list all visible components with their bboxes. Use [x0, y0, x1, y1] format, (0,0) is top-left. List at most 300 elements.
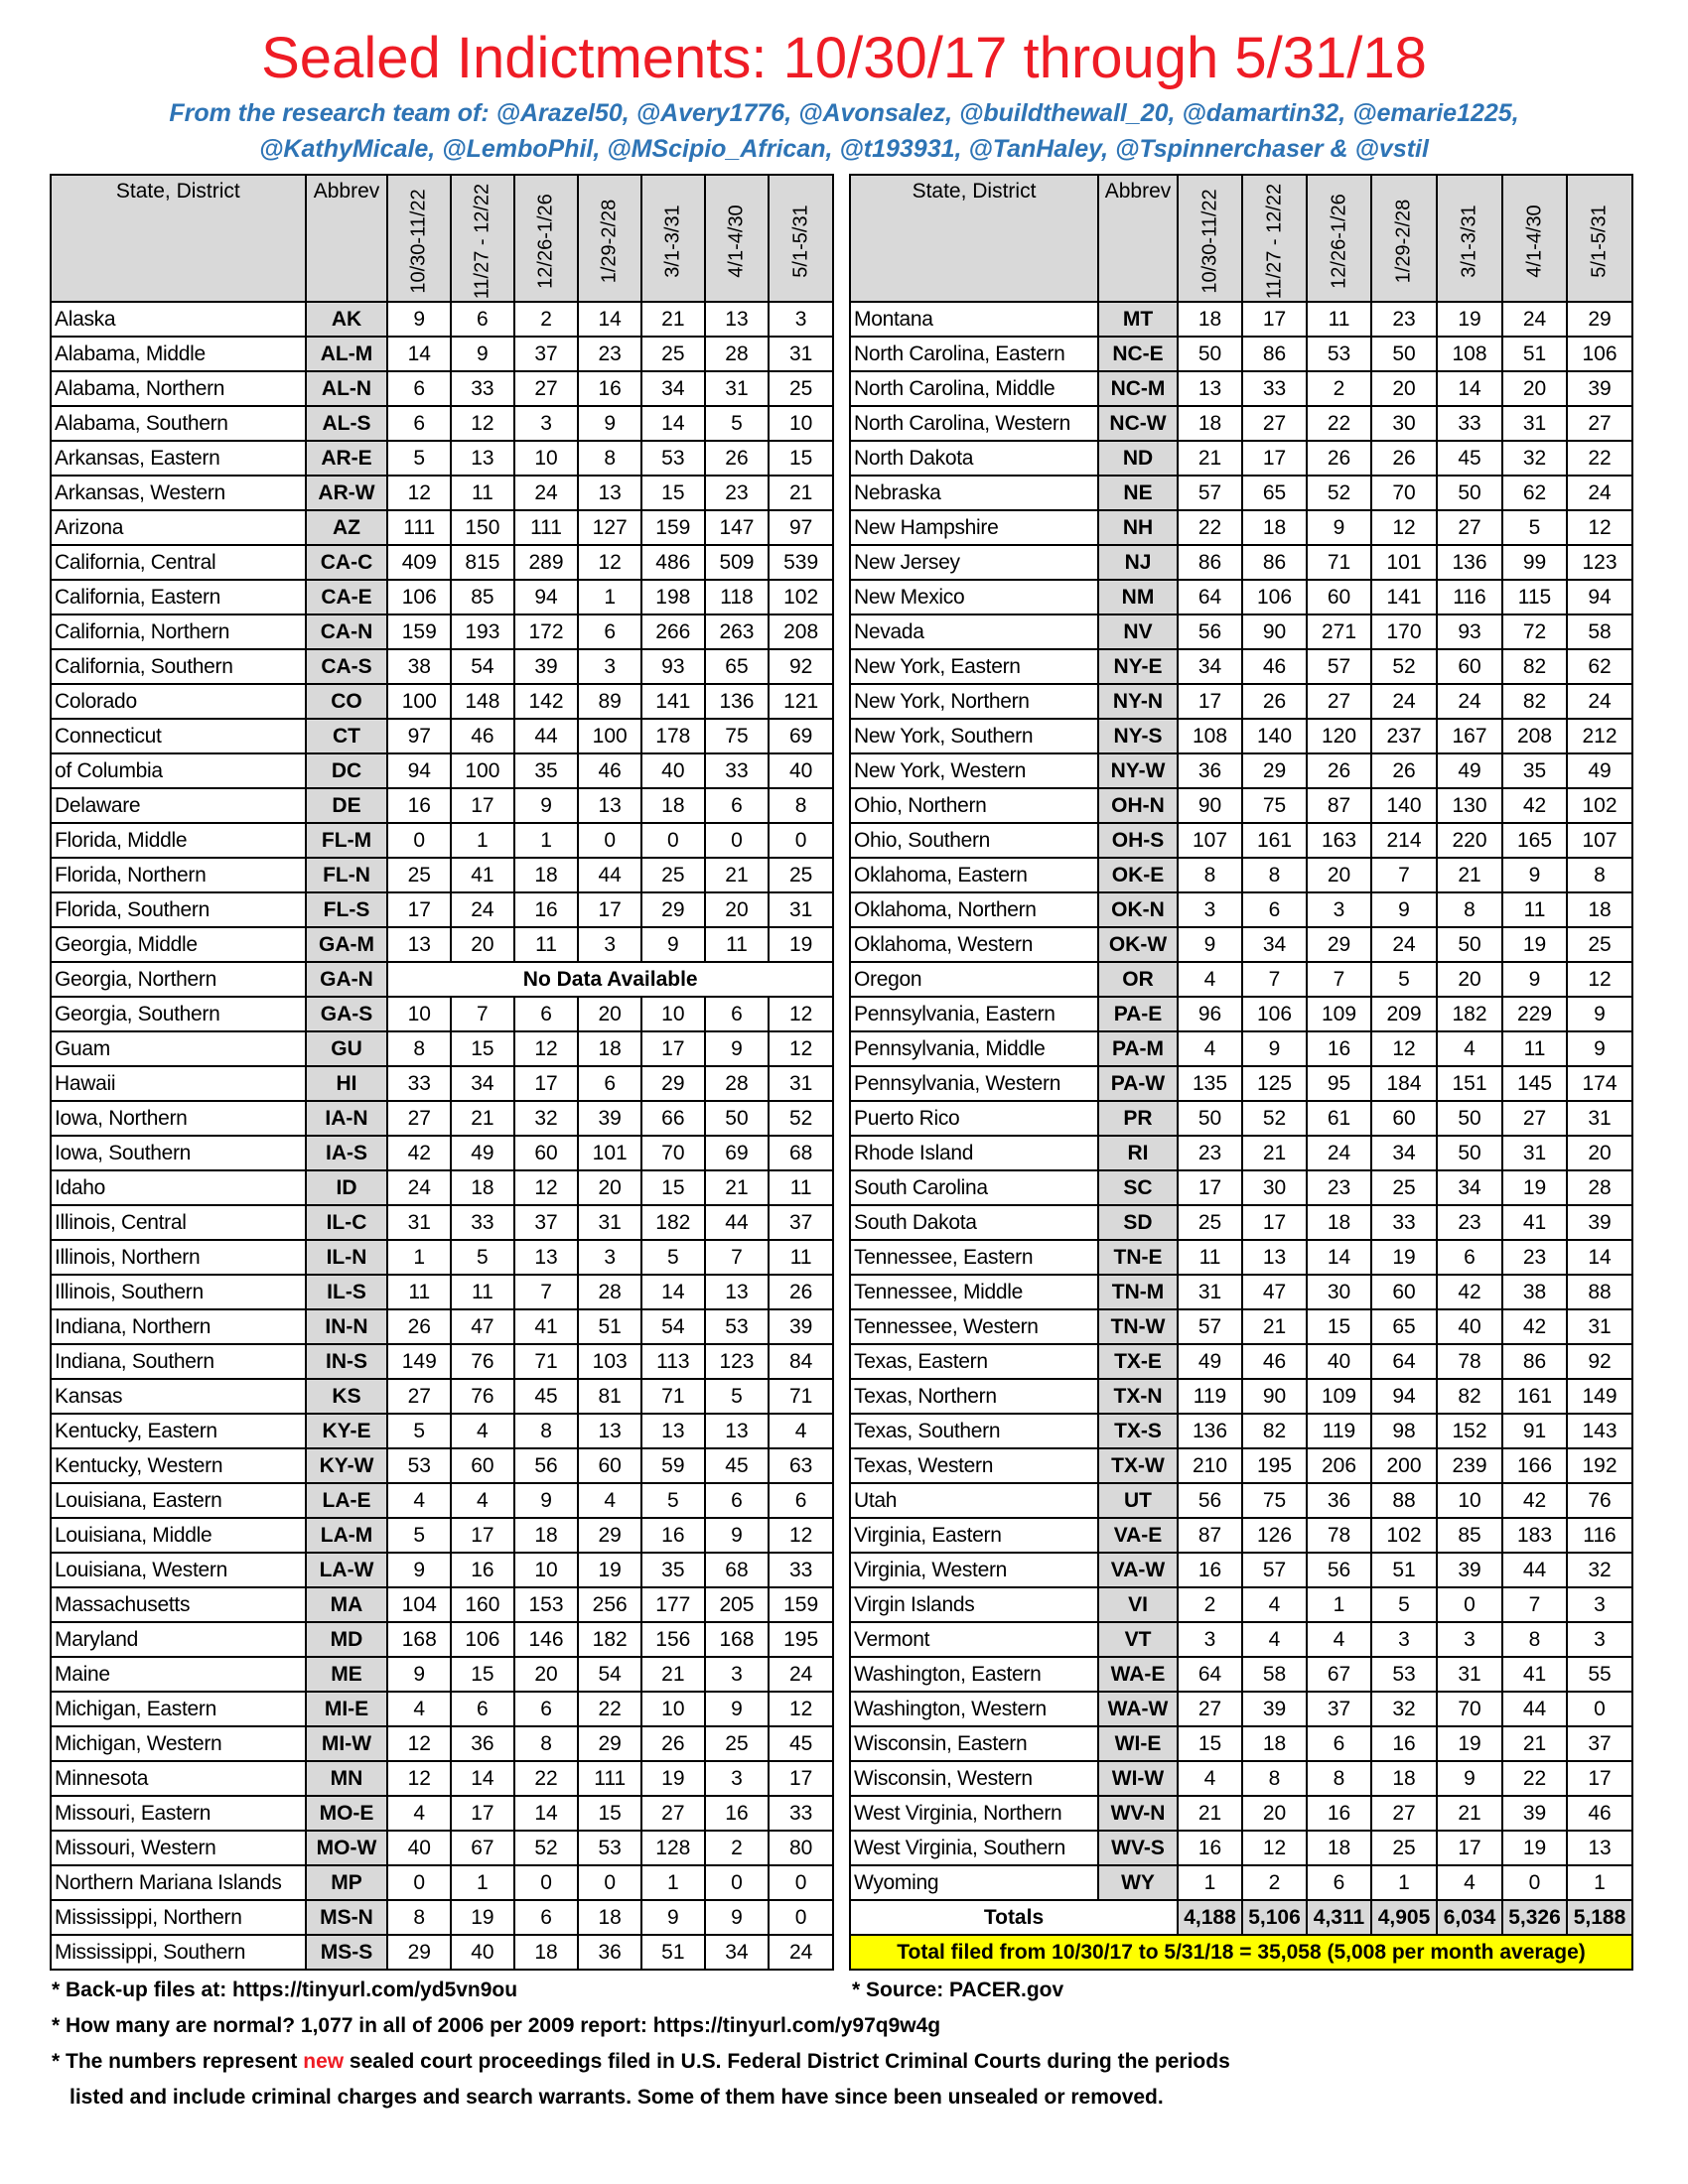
count-cell: 70 — [1371, 476, 1437, 510]
period-header: 4/1-4/30 — [1502, 175, 1567, 302]
left-data-table — [50, 174, 834, 1971]
count-cell: 7 — [705, 1240, 770, 1275]
count-cell: 8 — [1502, 1622, 1567, 1657]
count-cell: 86 — [1242, 337, 1307, 371]
table-row — [51, 719, 833, 753]
count-cell: 1 — [514, 823, 579, 858]
district-abbrev: NM — [1098, 580, 1178, 614]
count-cell: 141 — [1371, 580, 1437, 614]
count-cell: 0 — [769, 1900, 833, 1935]
count-cell: 127 — [578, 510, 641, 545]
count-cell: 12 — [514, 1170, 579, 1205]
district-name: Texas, Eastern — [850, 1344, 1098, 1379]
district-abbrev: OK-N — [1098, 892, 1178, 927]
count-cell: 58 — [1567, 614, 1632, 649]
count-cell: 0 — [1502, 1865, 1567, 1900]
district-abbrev: NV — [1098, 614, 1178, 649]
count-cell: 11 — [769, 1240, 833, 1275]
table-row — [850, 1205, 1632, 1240]
count-cell: 71 — [641, 1379, 705, 1414]
district-abbrev: MI-E — [306, 1692, 388, 1726]
district-abbrev: SC — [1098, 1170, 1178, 1205]
count-cell: 8 — [1567, 858, 1632, 892]
table-row — [51, 1935, 833, 1970]
count-cell: 15 — [578, 1796, 641, 1831]
count-cell: 140 — [1371, 788, 1437, 823]
table-row — [51, 962, 833, 997]
count-cell: 15 — [451, 1031, 514, 1066]
count-cell: 212 — [1567, 719, 1632, 753]
count-cell: 4 — [1178, 1031, 1242, 1066]
count-cell: 21 — [769, 476, 833, 510]
table-row — [51, 1170, 833, 1205]
district-name: Tennessee, Middle — [850, 1275, 1098, 1309]
table-row — [51, 1031, 833, 1066]
count-cell: 69 — [769, 719, 833, 753]
count-cell: 1 — [1307, 1587, 1371, 1622]
count-cell: 11 — [769, 1170, 833, 1205]
count-cell: 4 — [1178, 1761, 1242, 1796]
count-cell: 70 — [641, 1136, 705, 1170]
count-cell: 8 — [514, 1414, 579, 1448]
count-cell: 31 — [769, 892, 833, 927]
count-cell: 9 — [1437, 1761, 1502, 1796]
count-cell: 18 — [514, 858, 579, 892]
count-cell: 24 — [1307, 1136, 1371, 1170]
count-cell: 17 — [578, 892, 641, 927]
count-cell: 57 — [1307, 649, 1371, 684]
count-cell: 57 — [1178, 1309, 1242, 1344]
count-cell: 166 — [1502, 1448, 1567, 1483]
count-cell: 130 — [1437, 788, 1502, 823]
table-row — [51, 1344, 833, 1379]
count-cell: 36 — [1178, 753, 1242, 788]
count-cell: 0 — [1567, 1692, 1632, 1726]
count-cell: 55 — [1567, 1657, 1632, 1692]
count-cell: 18 — [1242, 1726, 1307, 1761]
count-cell: 168 — [705, 1622, 770, 1657]
district-abbrev: CT — [306, 719, 388, 753]
count-cell: 24 — [451, 892, 514, 927]
count-cell: 1 — [578, 580, 641, 614]
count-cell: 136 — [1437, 545, 1502, 580]
count-cell: 12 — [514, 1031, 579, 1066]
district-abbrev: IA-S — [306, 1136, 388, 1170]
count-cell: 9 — [705, 1900, 770, 1935]
district-abbrev: NC-W — [1098, 406, 1178, 441]
count-cell: 509 — [705, 545, 770, 580]
district-abbrev: NY-S — [1098, 719, 1178, 753]
count-cell: 25 — [1567, 927, 1632, 962]
district-name: Florida, Middle — [51, 823, 306, 858]
count-cell: 7 — [1371, 858, 1437, 892]
no-data-cell: No Data Available — [387, 962, 833, 997]
count-cell: 17 — [451, 1518, 514, 1553]
grand-total-row — [850, 1935, 1632, 1970]
count-cell: 13 — [705, 1414, 770, 1448]
count-cell: 20 — [1437, 962, 1502, 997]
count-cell: 25 — [641, 858, 705, 892]
count-cell: 17 — [1242, 441, 1307, 476]
table-row — [850, 1726, 1632, 1761]
count-cell: 20 — [1307, 858, 1371, 892]
abbrev-header: Abbrev — [1098, 175, 1178, 302]
district-abbrev: ID — [306, 1170, 388, 1205]
count-cell: 192 — [1567, 1448, 1632, 1483]
count-cell: 104 — [387, 1587, 451, 1622]
table-row — [51, 545, 833, 580]
district-name: Massachusetts — [51, 1587, 306, 1622]
period-header: 11/27 - 12/22 — [451, 175, 514, 302]
count-cell: 16 — [451, 1553, 514, 1587]
district-abbrev: TX-W — [1098, 1448, 1178, 1483]
count-cell: 205 — [705, 1587, 770, 1622]
count-cell: 12 — [387, 1761, 451, 1796]
district-abbrev: MN — [306, 1761, 388, 1796]
count-cell: 182 — [641, 1205, 705, 1240]
count-cell: 21 — [1242, 1309, 1307, 1344]
count-cell: 39 — [769, 1309, 833, 1344]
count-cell: 24 — [769, 1935, 833, 1970]
count-cell: 126 — [1242, 1518, 1307, 1553]
table-row — [51, 1587, 833, 1622]
count-cell: 13 — [705, 1275, 770, 1309]
count-cell: 32 — [1567, 1553, 1632, 1587]
count-cell: 24 — [769, 1657, 833, 1692]
count-cell: 3 — [1437, 1622, 1502, 1657]
count-cell: 152 — [1437, 1414, 1502, 1448]
count-cell: 24 — [1371, 927, 1437, 962]
count-cell: 31 — [1437, 1657, 1502, 1692]
count-cell: 3 — [578, 1240, 641, 1275]
count-cell: 49 — [1567, 753, 1632, 788]
table-row — [850, 614, 1632, 649]
district-name: Washington, Western — [850, 1692, 1098, 1726]
district-abbrev: NE — [1098, 476, 1178, 510]
count-cell: 45 — [705, 1448, 770, 1483]
count-cell: 12 — [578, 545, 641, 580]
count-cell: 0 — [387, 823, 451, 858]
count-cell: 13 — [451, 441, 514, 476]
count-cell: 5 — [641, 1240, 705, 1275]
count-cell: 0 — [769, 823, 833, 858]
count-cell: 92 — [1567, 1344, 1632, 1379]
district-name: Michigan, Eastern — [51, 1692, 306, 1726]
district-abbrev: WY — [1098, 1865, 1178, 1900]
count-cell: 13 — [1567, 1831, 1632, 1865]
count-cell: 21 — [1437, 858, 1502, 892]
district-abbrev: WV-N — [1098, 1796, 1178, 1831]
table-row — [51, 1448, 833, 1483]
table-row — [850, 1309, 1632, 1344]
district-name: North Carolina, Eastern — [850, 337, 1098, 371]
table-row — [850, 1831, 1632, 1865]
district-name: Louisiana, Middle — [51, 1518, 306, 1553]
count-cell: 14 — [1307, 1240, 1371, 1275]
count-cell: 18 — [451, 1170, 514, 1205]
count-cell: 3 — [514, 406, 579, 441]
count-cell: 174 — [1567, 1066, 1632, 1101]
count-cell: 11 — [705, 927, 770, 962]
count-cell: 4 — [1437, 1865, 1502, 1900]
count-cell: 44 — [1502, 1553, 1567, 1587]
count-cell: 3 — [769, 302, 833, 337]
district-name: New York, Northern — [850, 684, 1098, 719]
table-row — [850, 1414, 1632, 1448]
count-cell: 7 — [451, 997, 514, 1031]
count-cell: 8 — [387, 1900, 451, 1935]
count-cell: 23 — [1307, 1170, 1371, 1205]
district-name: Connecticut — [51, 719, 306, 753]
count-cell: 20 — [578, 1170, 641, 1205]
district-abbrev: KS — [306, 1379, 388, 1414]
district-abbrev: IN-S — [306, 1344, 388, 1379]
count-cell: 159 — [641, 510, 705, 545]
count-cell: 145 — [1502, 1066, 1567, 1101]
count-cell: 3 — [1178, 892, 1242, 927]
count-cell: 9 — [451, 337, 514, 371]
count-cell: 22 — [578, 1692, 641, 1726]
count-cell: 17 — [641, 1031, 705, 1066]
count-cell: 88 — [1567, 1275, 1632, 1309]
count-cell: 50 — [1437, 1136, 1502, 1170]
count-cell: 47 — [1242, 1275, 1307, 1309]
numbers-footnote-line2: listed and include criminal charges and search warrants. Some of them have since been unsealed or removed. — [70, 2086, 1164, 2109]
count-cell: 161 — [1242, 823, 1307, 858]
count-cell: 52 — [514, 1831, 579, 1865]
district-abbrev: NH — [1098, 510, 1178, 545]
table-row — [850, 1483, 1632, 1518]
count-cell: 6 — [387, 406, 451, 441]
count-cell: 53 — [387, 1448, 451, 1483]
district-abbrev: CA-N — [306, 614, 388, 649]
count-cell: 0 — [641, 823, 705, 858]
table-row — [850, 1379, 1632, 1414]
district-name: Pennsylvania, Middle — [850, 1031, 1098, 1066]
count-cell: 13 — [1242, 1240, 1307, 1275]
count-cell: 20 — [1371, 371, 1437, 406]
count-cell: 18 — [578, 1900, 641, 1935]
table-row — [850, 788, 1632, 823]
count-cell: 24 — [1567, 476, 1632, 510]
count-cell: 60 — [1371, 1275, 1437, 1309]
count-cell: 53 — [705, 1309, 770, 1344]
count-cell: 9 — [1242, 1031, 1307, 1066]
table-row — [51, 858, 833, 892]
district-name: New Mexico — [850, 580, 1098, 614]
count-cell: 25 — [641, 337, 705, 371]
count-cell: 4 — [1242, 1587, 1307, 1622]
count-cell: 167 — [1437, 719, 1502, 753]
district-name: Washington, Eastern — [850, 1657, 1098, 1692]
count-cell: 67 — [1307, 1657, 1371, 1692]
district-abbrev: UT — [1098, 1483, 1178, 1518]
table-row — [51, 337, 833, 371]
count-cell: 32 — [514, 1101, 579, 1136]
table-row — [850, 1761, 1632, 1796]
count-cell: 99 — [1502, 545, 1567, 580]
count-cell: 136 — [1178, 1414, 1242, 1448]
count-cell: 206 — [1307, 1448, 1371, 1483]
district-abbrev: PA-M — [1098, 1031, 1178, 1066]
count-cell: 29 — [641, 1066, 705, 1101]
count-cell: 66 — [641, 1101, 705, 1136]
count-cell: 78 — [1437, 1344, 1502, 1379]
district-name: North Carolina, Middle — [850, 371, 1098, 406]
count-cell: 23 — [1502, 1240, 1567, 1275]
count-cell: 14 — [1437, 371, 1502, 406]
district-abbrev: MS-N — [306, 1900, 388, 1935]
district-abbrev: VA-E — [1098, 1518, 1178, 1553]
count-cell: 28 — [705, 1066, 770, 1101]
table-row — [51, 406, 833, 441]
district-abbrev: ND — [1098, 441, 1178, 476]
count-cell: 44 — [705, 1205, 770, 1240]
count-cell: 44 — [578, 858, 641, 892]
count-cell: 8 — [578, 441, 641, 476]
count-cell: 16 — [578, 371, 641, 406]
count-cell: 18 — [1307, 1205, 1371, 1240]
district-abbrev: IL-C — [306, 1205, 388, 1240]
count-cell: 39 — [578, 1101, 641, 1136]
count-cell: 20 — [514, 1657, 579, 1692]
district-abbrev: AR-E — [306, 441, 388, 476]
district-name: Minnesota — [51, 1761, 306, 1796]
count-cell: 208 — [769, 614, 833, 649]
count-cell: 6 — [705, 1483, 770, 1518]
count-cell: 101 — [578, 1136, 641, 1170]
count-cell: 10 — [641, 997, 705, 1031]
table-row — [850, 441, 1632, 476]
totals-row — [850, 1900, 1632, 1935]
count-cell: 26 — [705, 441, 770, 476]
count-cell: 289 — [514, 545, 579, 580]
district-abbrev: OR — [1098, 962, 1178, 997]
count-cell: 1 — [1567, 1865, 1632, 1900]
numbers-footnote — [52, 2050, 1230, 2074]
count-cell: 263 — [705, 614, 770, 649]
district-name: Guam — [51, 1031, 306, 1066]
count-cell: 12 — [769, 1692, 833, 1726]
count-cell: 19 — [1437, 1726, 1502, 1761]
count-cell: 209 — [1371, 997, 1437, 1031]
count-cell: 147 — [705, 510, 770, 545]
district-abbrev: AK — [306, 302, 388, 337]
credits-line-2: @KathyMicale, @LemboPhil, @MScipio_African, @t193931, @TanHaley, @Tspinnerchaser & @vstil — [259, 135, 1429, 163]
district-name: Missouri, Western — [51, 1831, 306, 1865]
count-cell: 38 — [1502, 1275, 1567, 1309]
count-cell: 56 — [514, 1448, 579, 1483]
table-row — [850, 510, 1632, 545]
totals-label: Totals — [850, 1900, 1178, 1935]
count-cell: 27 — [1437, 510, 1502, 545]
count-cell: 46 — [1567, 1796, 1632, 1831]
count-cell: 159 — [387, 614, 451, 649]
district-name: Louisiana, Western — [51, 1553, 306, 1587]
count-cell: 89 — [578, 684, 641, 719]
count-cell: 40 — [1437, 1309, 1502, 1344]
district-abbrev: MD — [306, 1622, 388, 1657]
count-cell: 9 — [641, 1900, 705, 1935]
table-row — [51, 892, 833, 927]
district-abbrev: SD — [1098, 1205, 1178, 1240]
table-row — [51, 788, 833, 823]
count-cell: 2 — [1307, 371, 1371, 406]
district-name: North Carolina, Western — [850, 406, 1098, 441]
count-cell: 24 — [1437, 684, 1502, 719]
count-cell: 50 — [1437, 476, 1502, 510]
count-cell: 53 — [1371, 1657, 1437, 1692]
count-cell: 19 — [1502, 927, 1567, 962]
table-row — [850, 1240, 1632, 1275]
count-cell: 86 — [1502, 1344, 1567, 1379]
count-cell: 16 — [1307, 1031, 1371, 1066]
count-cell: 31 — [1502, 1136, 1567, 1170]
count-cell: 6 — [578, 614, 641, 649]
count-cell: 14 — [578, 302, 641, 337]
district-abbrev: GA-N — [306, 962, 388, 997]
count-cell: 91 — [1502, 1414, 1567, 1448]
count-cell: 14 — [641, 406, 705, 441]
count-cell: 53 — [1307, 337, 1371, 371]
count-cell: 40 — [1307, 1344, 1371, 1379]
count-cell: 12 — [1567, 962, 1632, 997]
count-cell: 26 — [1242, 684, 1307, 719]
district-abbrev: IA-N — [306, 1101, 388, 1136]
count-cell: 9 — [705, 1518, 770, 1553]
count-cell: 8 — [1242, 858, 1307, 892]
count-cell: 8 — [387, 1031, 451, 1066]
count-cell: 13 — [514, 1240, 579, 1275]
district-abbrev: HI — [306, 1066, 388, 1101]
count-cell: 26 — [769, 1275, 833, 1309]
count-cell: 6 — [578, 1066, 641, 1101]
count-cell: 19 — [578, 1553, 641, 1587]
district-name: Wisconsin, Western — [850, 1761, 1098, 1796]
district-abbrev: NC-E — [1098, 337, 1178, 371]
count-cell: 82 — [1502, 649, 1567, 684]
count-cell: 60 — [1437, 649, 1502, 684]
count-cell: 6 — [451, 1692, 514, 1726]
count-cell: 37 — [769, 1205, 833, 1240]
count-cell: 12 — [1371, 510, 1437, 545]
district-name: Kansas — [51, 1379, 306, 1414]
count-cell: 4 — [1307, 1622, 1371, 1657]
count-cell: 81 — [578, 1379, 641, 1414]
count-cell: 101 — [1371, 545, 1437, 580]
count-cell: 116 — [1567, 1518, 1632, 1553]
normal-footnote: * How many are normal? 1,077 in all of 2006 per 2009 report: https://tinyurl.com/y97q9w4g — [52, 2014, 941, 2037]
count-cell: 229 — [1502, 997, 1567, 1031]
count-cell: 237 — [1371, 719, 1437, 753]
table-row — [850, 1622, 1632, 1657]
count-cell: 11 — [387, 1275, 451, 1309]
backup-footnote: * Back-up files at: https://tinyurl.com/yd5vn9ou — [52, 1979, 518, 2001]
district-abbrev: NC-M — [1098, 371, 1178, 406]
count-cell: 25 — [1371, 1831, 1437, 1865]
district-name: Maine — [51, 1657, 306, 1692]
count-cell: 102 — [1567, 788, 1632, 823]
count-cell: 19 — [1502, 1831, 1567, 1865]
count-cell: 5 — [1371, 1587, 1437, 1622]
count-cell: 6 — [705, 788, 770, 823]
count-cell: 18 — [514, 1518, 579, 1553]
count-cell: 113 — [641, 1344, 705, 1379]
table-row — [51, 684, 833, 719]
count-cell: 52 — [769, 1101, 833, 1136]
district-name: Wisconsin, Eastern — [850, 1726, 1098, 1761]
count-cell: 12 — [1242, 1831, 1307, 1865]
